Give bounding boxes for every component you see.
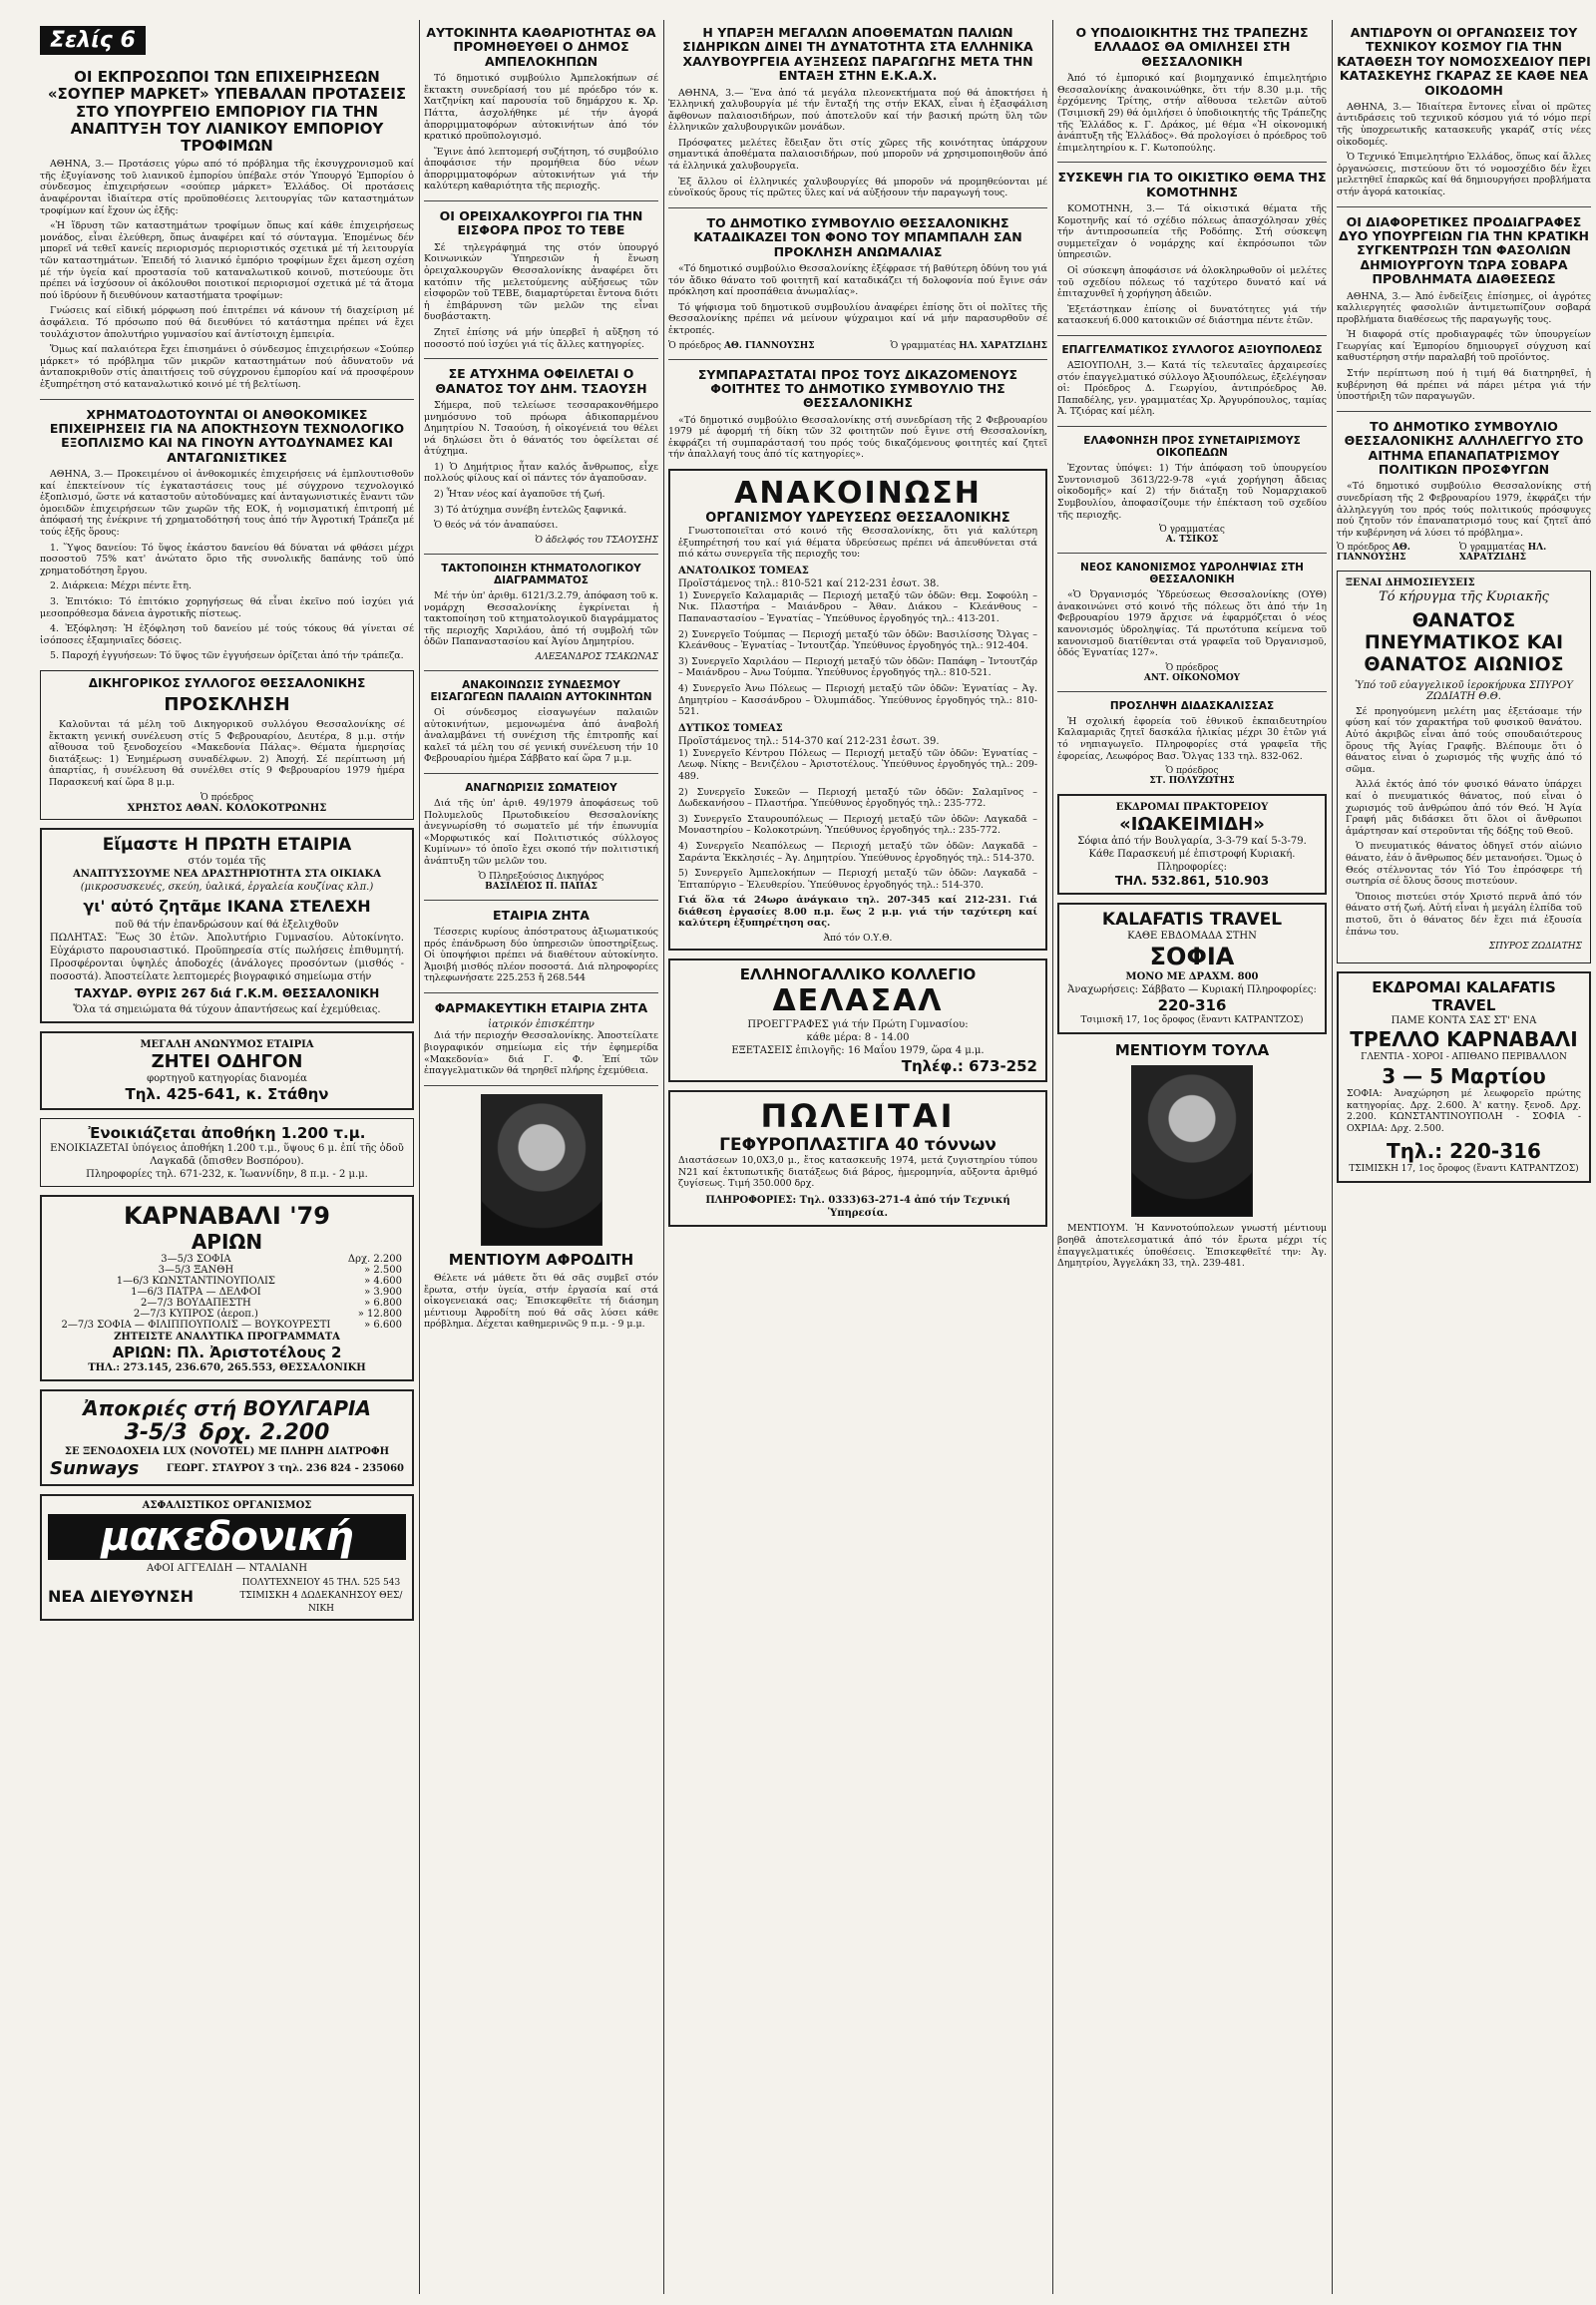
article-paragraph: Σέ προηγούμενη μελέτη μας ἐξετάσαμε τήν φύση καί τόν χαρακτήρα τοῦ φυσικοῦ θανάτου. Αὐτό ἀκριβῶς εἶναι ἀπό τούς σπουδαιότερους ὅρους τῆς Ἁγίας Γραφῆς. Βλέπουμε ὅτι ὁ θάνατος εἶναι ὁ χωρισμός τῆς ψυχῆς ἀπό τό σῶμα. xyxy=(1346,705,1582,775)
article-paragraph: Σήμερα, ποῦ τελείωσε τεσσαρακονθήμερο μνημόσυνο τοῦ πρόωρα ἀδικοπαρμένου Δημητρίου Ν. Τσαούση, ἡ οἰκογένειά του θέλει νά δηλώσει ὅτι ὁ θάνατός του ὀφείλεται σέ ἀτύχημα. xyxy=(424,399,658,458)
headline-brassworkers: ΟΙ ΟΡΕΙΧΑΛΚΟΥΡΓΟΙ ΓΙΑ ΤΗΝ ΕΙΣΦΟΡΑ ΠΡΟΣ ΤΟ ΤΕΒΕ xyxy=(439,208,643,238)
medium-portrait-photo xyxy=(1131,1065,1253,1217)
signature-name: ΑΝΤ. ΟΙΚΟΝΟΜΟΥ xyxy=(1143,672,1241,683)
section-phone: Προϊστάμενος τηλ.: 514-370 καί 212-231 ἐσωτ. 39. xyxy=(678,735,940,747)
article-paragraph: Διά τῆς ὑπ' ἀριθ. 49/1979 ἀποφάσεως τοῦ Πολυμελοῦς Πρωτοδικείου Θεσσαλονίκης ἀνεγνωρίσθη τό σωματεῖο μέ τήν ἐπωνυμία «Μορφωτικός καί Πολιτιστικός σύλλογος Κυμίνων» τό ὁποῖο ἔχει σκοπό τήν πολιτιστική ἀνάπτυξη τῶν μελῶν του. xyxy=(424,798,658,868)
headline-cadastral: ΤΑΚΤΟΠΟΙΗΣΗ ΚΤΗΜΑΤΟΛΟΓΙΚΟΥ ΔΙΑΓΡΑΜΜΑΤΟΣ xyxy=(441,562,641,586)
ad-address: ΤΑΧΥΔΡ. ΘΥΡΙΣ 267 διά Γ.Κ.Μ. ΘΕΣΣΑΛΟΝΙΚΗ xyxy=(74,985,380,1000)
article-paragraph: 4. Ἐξόφληση: Ἡ ἐξόφληση τοῦ δανείου μέ τούς τόκους θά γίνεται σέ ἰσόποσες ἑξαμηνιαῖες δόσεις. xyxy=(40,623,414,646)
signature: ΑΛΕΞΑΝΔΡΟΣ ΤΣΑΚΩΝΑΣ xyxy=(535,651,658,662)
ad-title: Ἐνοικιάζεται ἀποθήκη 1.200 τ.μ. xyxy=(88,1123,366,1142)
list-item: 3) Συνεργεῖο Χαριλάου — Περιοχή μεταξύ τῶν ὁδῶν: Παπάφη – Ἰντουτζάρ – Μαιάνδρου – Ἀνω Τούμπα. Ὑπεύθυνος ἐργοδηγός τηλ.: 810-521. xyxy=(678,655,1037,679)
headline-pharma-company: ΦΑΡΜΑΚΕΥΤΙΚΗ ΕΤΑΙΡΙΑ ΖΗΤΑ xyxy=(434,1000,648,1015)
article-paragraph: Ἡ σχολική ἐφορεία τοῦ ἐθνικοῦ ἐκπαιδευτηρίου Καλαμαριᾶς ζητεῖ δασκάλα ἡλικίας μέχρι 30 ἐτῶν γιά τό νηπιαγωγεῖο. Πληροφορίες στά γραφεῖα τῆς ἐφορείας, Λεωφόρος Βασ. Ὄλγας 133 τηλ. 832-062. xyxy=(1057,715,1327,762)
ad-subtitle: ΤΡΕΛΛΟ ΚΑΡΝΑΒΑΛΙ xyxy=(1350,1027,1578,1052)
ad-city: ΣΟΦΙΑ xyxy=(1149,943,1235,971)
list-item: 4) Συνεργεῖο Νεαπόλεως — Περιοχή μεταξύ τῶν ὁδῶν: Λαγκαδᾶ – Σαράντα Ἐκκλησιές – Ἀγ. Δημητρίου. Ὑπεύθυνος ἐργοδηγός τηλ.: 514-370. xyxy=(678,840,1037,864)
article-paragraph: Τό δημοτικό συμβούλιο Ἀμπελοκήπων σέ ἔκτακτη συνεδρίασή του μέ πρόεδρο τόν κ. Χατζηνίκη καί παρουσία τοῦ δημάρχου κ. Χρ. Πάττα, ἀσχολήθηκε μέ τήν ἀγορά ἀπορριμματοφόρων αὐτοκινήτων ἀπό τόν κρατικό προϋπολογισμό. xyxy=(424,73,658,143)
announcement-subtitle: ΟΡΓΑΝΙΣΜΟΥ ΥΔΡΕΥΣΕΩΣ ΘΕΣΣΑΛΟΝΙΚΗΣ xyxy=(705,511,1010,527)
headline-garage-bill: ΑΝΤΙΔΡΟΥΝ ΟΙ ΟΡΓΑΝΩΣΕΙΣ ΤΟΥ ΤΕΧΝΙΚΟΥ ΚΟΣΜΟΥ ΓΙΑ ΤΗΝ ΚΑΤΑΘΕΣΗ ΤΟΥ ΝΟΜΟΣΧΕΔΙΟΥ ΠΕΡΙ ΚΑΤΑΣΚΕΥΗΣ ΓΚΑΡΑΖ ΣΕ ΚΑΘΕ ΝΕΑ ΟΙΚΟΔΟΜΗ xyxy=(1337,25,1591,98)
ad-line: ποῦ θά τήν ἐπανδρώσουν καί θά ἐξελιχθοῦν xyxy=(115,919,339,931)
article-paragraph: ΑΞΙΟΥΠΟΛΗ, 3.— Κατά τίς τελευταῖες ἀρχαιρεσίες στόν ἐπαγγελματικό σύλλογο Ἀξιουπόλεως, ἐξελέγησαν οἱ: Πρόεδρος Δ. Γεωργίου, ἀντιπρόεδρος Ἀθ. Παπαδέλης, γεν. γραμματέας Χρ. Ἀργυρόπουλος, ταμίας Ἀ. Τζιόρας καί μέλη. xyxy=(1057,360,1327,418)
ad-phone: ΠΛΗΡΟΦΟΡΙΕΣ: Τηλ. 0333)63-271-4 ἀπό τήν Τεχνική Ὑπηρεσία. xyxy=(705,1194,1010,1219)
signature-name: ΑΘ. ΓΙΑΝΝΟΥΣΗΣ xyxy=(723,340,815,351)
ad-line: Ὅλα τά σημειώματα θά τύχουν ἀπαντήσεως καί ἐχεμύθειας. xyxy=(73,1003,381,1015)
ad-line: ΜΕΓΑΛΗ ΑΝΩΝΥΜΟΣ ΕΤΑΙΡΙΑ xyxy=(140,1038,314,1050)
article-paragraph: ΑΘΗΝΑ, 3.— Ἰδιαίτερα ἔντονες εἶναι οἱ πρῶτες ἀντιδράσεις τοῦ τεχνικοῦ κόσμου γιά τό νόμο περί τῆς ὑποχρεωτικῆς κατασκευῆς γκαράζ στίς νέες οἰκοδομές. xyxy=(1337,101,1591,148)
article-paragraph: Οἱ σύσκεψη ἀποφάσισε νά ὁλοκληρωθοῦν οἱ μελέτες τοῦ σχεδίου πόλεως τό ταχύτερο δυνατό καί νά ἐπιταχυνθεῖ ἡ χορήγηση ἀδειῶν. xyxy=(1057,265,1327,300)
medium-portrait-photo xyxy=(481,1094,602,1246)
article-paragraph: ΑΘΗΝΑ, 3.— Ἀπό ἐνδείξεις ἐπίσημες, οἱ ἀγρότες καλλιεργητές φασολιῶν ἀντιμετωπίζουν σοβαρά προβλήματα διαθέσεως τῆς παραγωγῆς τους. xyxy=(1337,290,1591,325)
sermon-article xyxy=(1337,571,1591,963)
signature-role: Ὁ πρόεδρος xyxy=(200,792,254,803)
water-authority-announcement xyxy=(668,469,1047,951)
delasal-college-ad xyxy=(668,959,1047,1082)
column-rule xyxy=(1332,20,1333,2294)
article-paragraph: 2. Διάρκεια: Μέχρι πέντε ἔτη. xyxy=(50,580,192,592)
section-phone: Προϊστάμενος τηλ.: 810-521 καί 212-231 ἐσωτ. 38. xyxy=(678,577,940,589)
column-5 xyxy=(1337,20,1591,1191)
signature-name: ΣΤ. ΠΟΛΥΖΩΤΗΣ xyxy=(1149,776,1235,787)
ad-line: στόν τομέα τῆς xyxy=(188,855,266,867)
law-association-notice xyxy=(40,670,414,820)
headline-spiritual-death: ΘΑΝΑΤΟΣ ΠΝΕΥΜΑΤΙΚΟΣ ΚΑΙ ΘΑΝΑΤΟΣ ΑΙΩΝΙΟΣ xyxy=(1364,609,1564,675)
page-label: Σελίς 6 xyxy=(40,26,146,55)
sunways-logo: Sunways xyxy=(50,1457,140,1479)
kalafatis-carnival-ad xyxy=(1337,971,1591,1182)
ad-line: κάθε μέρα: 8 - 14.00 xyxy=(806,1032,910,1044)
headline-bean-specifications: ΟΙ ΔΙΑΦΟΡΕΤΙΚΕΣ ΠΡΟΔΙΑΓΡΑΦΕΣ ΔΥΟ ΥΠΟΥΡΓΕΙΩΝ ΓΙΑ ΤΗΝ ΚΡΑΤΙΚΗ ΣΥΓΚΕΝΤΡΩΣΗ ΤΩΝ ΦΑΣΟΛΙΩΝ ΔΗΜΙΟΥΡΓΟΥΝ ΤΩΡΑ ΣΟΒΑΡΑ ΠΡΟΒΛΗΜΑΤΑ ΔΙΑΘΕΣΕΩΣ xyxy=(1339,213,1589,287)
ad-line: ΕΝΟΙΚΙΑΖΕΤΑΙ ὑπόγειος ἀποθήκη 1.200 τ.μ., ὕψους 6 μ. ἐπί τῆς ὁδοῦ Λαγκαδᾶ (ὄπισθεν Βοσπόρου). xyxy=(50,1142,404,1167)
weighbridge-sale-ad xyxy=(668,1090,1047,1227)
ad-line: ΖΗΤΕΙΣΤΕ ΑΝΑΛΥΤΙΚΑ ΠΡΟΓΡΑΜΜΑΤΑ xyxy=(114,1331,340,1343)
ad-name: ΔΕΛΑΣΑΛ xyxy=(772,983,944,1019)
notice-body: Καλοῦνται τά μέλη τοῦ Δικηγορικοῦ συλλόγου Θεσσαλονίκης σέ ἔκτακτη γενική συνέλευση στίς 5 Φεβρουαρίου, Δευτέρα, 8 μ.μ. στήν αἴθουσα τοῦ ξενοδοχείου «Μακεδονία Πάλας». Θέματα ἡμερησίας διατάξεως: 1) Ἐνημέρωση συναδέλφων. 2) Ἀποχή. Σέ περίπτωση μή ἀπαρτίας, ἡ συνέλευση θά συνέλθει στίς 9 Φεβρουαρίου 1979 ἡμέρα Παρασκευή καί ὥρα 8 μ.μ. xyxy=(49,718,405,788)
signature: ΣΠΥΡΟΣ ΖΩΔΙΑΤΗΣ xyxy=(1488,942,1582,953)
signature-role: Ὁ πρόεδρος xyxy=(1337,543,1391,554)
article-paragraph: Ἀπό τό ἐμπορικό καί βιομηχανικό ἐπιμελητήριο Θεσσαλονίκης ἀνακοινώθηκε, ὅτι τήν 8.30 μ.μ. τῆς ἐρχόμενης Τρίτης, στήν αἴθουσα τελετῶν αὐτοῦ (Τσιμισκῆ 29) θά ὁμιλήσει ὁ ὑποδιοικητής τῆς Τράπεζης τῆς Ἑλλάδος κ. Γ. Δράκος, μέ θέμα «Ἡ οἰκονομική ἀνάπτυξη τῆς Ἑλλάδος». Θά προλογίσει ὁ πρόεδρος τοῦ ἐπιμελητηρίου κ. Γ. Κωτοπούλης. xyxy=(1057,73,1327,154)
ad-line: ΠΑΜΕ ΚΟΝΤΑ ΣΑΣ ΣΤ' ΕΝΑ xyxy=(1391,1015,1537,1027)
section-heading: ΔΥΤΙΚΟΣ ΤΟΜΕΑΣ xyxy=(678,722,783,734)
list-item: 4) Συνεργεῖο Ἀνω Πόλεως — Περιοχή μεταξύ τῶν ὁδῶν: Ἐγνατίας – Ἀγ. Δημητρίου – Κασσάνδρου – Ὀλυμπιάδος. Ὑπεύθυνος ἐργοδηγός τηλ.: 810-521. xyxy=(678,682,1037,718)
ad-line: ΚΑΘΕ ΕΒΔΟΜΑΔΑ ΣΤΗΝ xyxy=(1127,931,1257,943)
ad-date: 3-5/3 xyxy=(124,1419,188,1445)
ad-subtitle: ἰατρικόν ἐπισκέπτην xyxy=(488,1019,595,1031)
ad-line: (μικροσυσκευές, σκεύη, ὑαλικά, ἐργαλεία κουζίνας κλπ.) xyxy=(80,881,374,893)
signature-name: ΗΛ. ΧΑΡΑΤΖΙΔΗΣ xyxy=(959,340,1047,351)
headline-association-recognition: ΑΝΑΓΝΩΡΙΣΙΣ ΣΩΜΑΤΕΙΟΥ xyxy=(465,782,617,795)
kalafatis-sofia-ad xyxy=(1057,903,1327,1034)
section-heading: ΑΝΑΤΟΛΙΚΟΣ ΤΟΜΕΑΣ xyxy=(678,565,809,576)
ad-line: Σόφια ἀπό τήν Βουλγαρία, 3-3-79 καί 5-3-79. Κάθε Παρασκευή μέ ἐπιστροφή Κυριακή. Πληροφορίες: xyxy=(1077,836,1307,874)
article-paragraph: Ὅμως καί παλαιότερα ἔχει ἐπισημάνει ὁ σύνδεσμος ἐπιχειρήσεων «Σούπερ μάρκετ» τό πρόβλημα τῶν μικρῶν καταστημάτων πού ἀδυνατοῦν νά ἀνταποκριθοῦν στίς ἀπαιτήσεις τοῦ σύγχρονου ἐμπορίου καί νά προσφέρουν ἐξυπηρέτηση στό καταναλωτικό κοινό μέ τή βελτίωση. xyxy=(40,344,414,390)
ad-phone: ΤΗΛ. 532.861, 510.903 xyxy=(1114,874,1270,889)
ad-line: ΠΡΟΕΓΓΡΑΦΕΣ γιά τήν Πρώτη Γυμνασίου: xyxy=(747,1019,969,1031)
signature-role: Ὁ γραμματέας xyxy=(1159,525,1225,536)
headline-refugee-repatriation: ΤΟ ΔΗΜΟΤΙΚΟ ΣΥΜΒΟΥΛΙΟ ΘΕΣΣΑΛΟΝΙΚΗΣ ΑΛΛΗΛΕΓΓΥΟ ΣΤΟ ΑΙΤΗΜΑ ΕΠΑΝΑΠΑΤΡΙΣΜΟΥ ΠΟΛΙΤΙΚΩΝ ΠΡΟΣΦΥΓΩΝ xyxy=(1344,418,1584,477)
makedoniki-insurance-ad xyxy=(40,1494,414,1621)
article-paragraph: Ἐξετάστηκαν ἐπίσης οἱ δυνατότητες γιά τήν κατασκευή 6.000 κατοικιῶν σέ διάστημα πέντε ἐτῶν. xyxy=(1057,303,1327,327)
article-paragraph: Πρόσφατες μελέτες ἔδειξαν ὅτι στίς χῶρες τῆς κοινότητας ὑπάρχουν σημαντικά ἀποθέματα παλαιοσιδήρων, πού μποροῦν νά χρησιμοποιηθοῦν ἀπό τά ἑλληνικά χαλυβουργεῖα. xyxy=(668,137,1047,173)
driver-wanted-ad xyxy=(40,1031,414,1110)
ad-title: Εἴμαστε Η ΠΡΩΤΗ ΕΤΑΙΡΙΑ xyxy=(102,834,352,855)
article-paragraph: ΑΘΗΝΑ, 3.— Προκειμένου οἱ ἀνθοκομικές ἐπιχειρήσεις νά ἐμπλουτισθοῦν καί ἐπεκτείνουν τίς ἐγκαταστάσεις τους μέ σύγχρονο τεχνολογικό ἐξοπλισμό, ὥστε νά καταστοῦν αὐτοδύναμες καί ἀνταγωνιστικές ἔναντι τῶν ὁμοειδῶν ἐπιχειρήσεων τῶν χωρῶν τῆς ΕΟΚ, ἡ νομισματική ἐπιτροπή μέ ἀπόφασή της ἐνέκρινε τή χρηματοδότησή τους ἀπό τήν Ἀγροτική Τράπεζα μέ τούς ἑξῆς ὅρους: xyxy=(40,469,414,538)
list-item: 1) Συνεργεῖο Καλαμαριᾶς — Περιοχή μεταξύ τῶν ὁδῶν: Θεμ. Σοφούλη – Νικ. Πλαστήρα – Μαιάνδρου – Ἀθαν. Διάκου – Κλεάνθους – Παπαναστασίου – Ἐγνατίας – Ὑπεύθυνος ἐργοδηγός τηλ.: 413-201. xyxy=(678,589,1037,624)
ad-line: γι' αὐτό ζητᾶμε ΙΚΑΝΑ ΣΤΕΛΕΧΗ xyxy=(83,896,371,916)
column-4 xyxy=(1057,20,1327,1274)
ad-title: KALAFATIS TRAVEL xyxy=(1101,910,1283,931)
headline-council-condemns: ΤΟ ΔΗΜΟΤΙΚΟ ΣΥΜΒΟΥΛΙΟ ΘΕΣΣΑΛΟΝΙΚΗΣ ΚΑΤΑΔΙΚΑΖΕΙ ΤΟΝ ΦΟΝΟ ΤΟΥ ΜΠΑΜΠΑΛΗ ΣΑΝ ΠΡΟΚΛΗΣΗ ΑΝΩΜΑΛΙΑΣ xyxy=(693,214,1022,259)
trips-table xyxy=(50,1254,404,1331)
ad-body: Διαστάσεων 10,0X3,0 μ., ἔτος κατασκευῆς 1974, μετά ζυγιστηρίου τύπου Ν21 καί ἐκτυπωτικῆς διατάξεως διά βάρος, ἡμερομηνία, αὔξοντα ἀριθμό ζυγίσεως. Τιμή 350.000 δρχ. xyxy=(678,1155,1037,1190)
article-paragraph: Τέσσερις κυρίους ἀπόστρατους ἀξιωματικούς πρός ἐπάνδρωση δύο ὑπηρεσιῶν ὑποστηρίξεως. Οἱ ὑποψήφιοι πρέπει νά διαθέτουν αὐτοκίνητο. Ἀμοιβή μισθός πλέον ποσοστά. Διά πληροφορίες τηλεφωνήσατε 225.253 ἤ 268.544 xyxy=(424,927,658,984)
ad-line: ΕΚΔΡΟΜΑΙ ΠΡΑΚΤΟΡΕΙΟΥ xyxy=(1115,802,1269,814)
notice-subtitle: ΠΡΟΣΚΛΗΣΗ xyxy=(164,693,290,715)
headline-scrap-iron: Η ΥΠΑΡΞΗ ΜΕΓΑΛΩΝ ΑΠΟΘΕΜΑΤΩΝ ΠΑΛΙΩΝ ΣΙΔΗΡΙΚΩΝ ΔΙΝΕΙ ΤΗ ΔΥΝΑΤΟΤΗΤΑ ΣΤΑ ΕΛΛΗΝΙΚΑ ΧΑΛΥΒΟΥΡΓΕΙΑ ΑΥΞΗΣΕΩΣ ΠΑΡΑΓΩΓΗΣ ΜΕΤΑ ΤΗΝ ΕΝΤΑΞΗ ΣΤΗΝ Ε.Κ.Α.Χ. xyxy=(682,25,1033,84)
article-paragraph: Τό ψήφισμα τοῦ δημοτικοῦ συμβουλίου ἀναφέρει ἐπίσης ὅτι οἱ πολῖτες τῆς Θεσσαλονίκης πρέπει νά μείνουν ψύχραιμοι καί νά μήν παρασυρθοῦν σέ ἐκτροπές. xyxy=(668,301,1047,336)
ioakeimidi-travel-ad xyxy=(1057,794,1327,895)
article-paragraph: «Τό δημοτικό συμβούλιο Θεσσαλονίκης στή συνεδρίαση τῆς 2 Φεβρουαρίου 1979 μέ ἀφορμή τή δίκη τῶν 32 φοιτητῶν πού ἔγινε στή Θεσσαλονίκη, ἐκφράζει τή συμπαράστασή του πρός τούς δικαζόμενους φοιτητές καί ζητεῖ τήν ἀπαλλαγή τους ἀπό τίς κατηγορίες». xyxy=(668,414,1047,461)
article-paragraph: Ὁ πνευματικός θάνατος ὁδηγεῖ στόν αἰώνιο θάνατο, ἐάν ὁ ἄνθρωπος δέν μετανοήσει. Ὅμως ὁ Θεός στέλνοντας τόν Υἱό Του ἐπρόσφερε τή σωτηρία σέ ὅλους ὅσους πιστεύουν. xyxy=(1346,841,1582,888)
ad-title: «ΙΩΑΚΕΙΜΙΔΗ» xyxy=(1119,814,1265,836)
signature-role: Ὁ γραμματέας xyxy=(1458,543,1525,554)
ad-address: Τσιμισκῆ 17, 1ος ὄροφος (ἔναντι ΚΑΤΡΑΝΤΖΟΣ) xyxy=(1080,1015,1304,1026)
ad-phone: Τηλέφ.: 673-252 xyxy=(901,1057,1037,1076)
ad-line: ΕΞΕΤΑΣΕΙΣ ἐπιλογῆς: 16 Μαΐου 1979, ὥρα 4 μ.μ. xyxy=(731,1045,985,1057)
signature-name: ΑΘ. ΓΙΑΝΝΟΥΣΗΣ xyxy=(1337,543,1410,564)
ad-line: ΑΦΟΙ ΑΓΓΕΛΙΔΗ — ΝΤΑΛΙΑΝΗ xyxy=(146,1562,308,1574)
headline-council-students: ΣΥΜΠΑΡΑΣΤΑΤΑΙ ΠΡΟΣ ΤΟΥΣ ΔΙΚΑΖΟΜΕΝΟΥΣ ΦΟΙΤΗΤΕΣ ΤΟ ΔΗΜΟΤΙΚΟ ΣΥΜΒΟΥΛΙΟ ΤΗΣ ΘΕΣΣΑΛΟΝΙΚΗΣ xyxy=(697,366,1018,411)
table-row: 2—7/3 ΚΥΠΡΟΣ (ἀεροπ.) » 12.800 xyxy=(133,1308,402,1320)
list-item: 2) Συνεργεῖο Τούμπας — Περιοχή μεταξύ τῶν ὁδῶν: Βασιλίσσης Ὄλγας – Κλεάνθους – Ἐγνατίας – Ἰντουτζάρ. Ὑπεύθυνος ἐργοδηγός τηλ.: 912-404. xyxy=(678,628,1037,652)
list-item: 5) Συνεργεῖο Ἀμπελοκήπων — Περιοχή μεταξύ τῶν ὁδῶν: Λαγκαδᾶ – Ἐπταπύργιο – Ἐλευθερίου. Ὑπεύθυνος ἐργοδηγός τηλ.: 514-370. xyxy=(678,868,1037,891)
column-rule xyxy=(663,20,664,2294)
ad-line: ΓΛΕΝΤΙΑ - ΧΟΡΟΙ - ΑΠΙΘΑΝΟ ΠΕΡΙΒΑΛΛΟΝ xyxy=(1361,1052,1567,1063)
warehouse-rent-ad xyxy=(40,1118,414,1187)
signature-role: Ὁ πρόεδρος xyxy=(1165,662,1219,673)
announcement-note: Γιά ὅλα τά 24ωρο ἀνάγκαιο τηλ. 207-345 καί 212-231. Γιά διάθεση ἐργασίες 8.00 π.μ. ἕως 2 μ.μ. γιά τήν ταχύτερη καί καλύτερη ἐξυπηρέτηση σας. xyxy=(678,895,1037,930)
ad-address: ΑΡΙΩΝ: Πλ. Ἀριστοτέλους 2 xyxy=(112,1343,342,1361)
ad-title: ΠΩΛΕΙΤΑΙ xyxy=(760,1097,956,1136)
ad-phone: Τηλ.: 220-316 xyxy=(1387,1138,1541,1163)
ad-line: ΣΕ ΞΕΝΟΔΟΧΕΙΑ LUX (NOVOTEL) ΜΕ ΠΛΗΡΗ ΔΙΑΤΡΟΦΗ xyxy=(64,1445,390,1457)
article-paragraph: Ζητεῖ ἐπίσης νά μήν ὑπερβεῖ ἡ αὔξηση τό ποσοστό πού ἰσχύει γιά τίς ἄλλες κατηγορίες. xyxy=(424,326,658,350)
headline-tsaousis-death: ΣΕ ΑΤΥΧΗΜΑ ΟΦΕΙΛΕΤΑΙ Ο ΘΑΝΑΤΟΣ ΤΟΥ ΔΗΜ. ΤΣΑΟΥΣΗ xyxy=(435,366,647,396)
makedoniki-logo: μακεδονική xyxy=(48,1514,406,1560)
signature: Ἀπό τόν Ο.Υ.Θ. xyxy=(823,934,893,945)
article-paragraph: Ἡ διαφορά στίς προδιαγραφές τῶν ὑπουργείων Γεωργίας καί Ἐμπορίου δημιουργεῖ σύγχυση καί καθυστέρηση στήν παραλαβή τοῦ προϊόντος. xyxy=(1337,329,1591,364)
column-1 xyxy=(40,20,414,1629)
headline-medium-toula: ΜΕΝΤΙΟΥΜ ΤΟΥΛΑ xyxy=(1114,1041,1270,1060)
article-paragraph: Σέ τηλεγράφημά της στόν ὑπουργό Κοινωνικών Ὑπηρεσιῶν ἡ ἕνωση ὀρειχαλκουργῶν Θεσσαλονίκης ἀναφέρει ὅτι κατόπιν τῆς μελετούμενης αὐξήσεως τῶν εἰσφορῶν τοῦ ΤΕΒΕ, διαμαρτύρεται ἔντονα διότι ἡ ἐπιβάρυνση τῶν μελῶν της εἶναι δυσβάστακτη. xyxy=(424,241,658,323)
article-paragraph: Ὁ θεός νά τόν ἀναπαύσει. xyxy=(434,520,559,532)
table-row: 1—6/3 ΠΑΤΡΑ — ΔΕΛΦΟΙ » 3.900 xyxy=(131,1286,402,1298)
signature-role: Ὁ πρόεδρος xyxy=(1165,766,1219,777)
signature-role: Ὁ πρόεδρος xyxy=(668,340,722,351)
ad-line: ΠΩΛΗΤΑΣ: Ἕως 30 ἐτῶν. Ἀπολυτήριο Γυμνασίου. Αὐτοκίνητο. Εὐχάριστο παρουσιαστικό. Προϋπηρεσία στίς πωλήσεις ἐπιθυμητή. Προσφέρονται ὑψηλές ἀποδοχές (ἀνάλογες προσόντων (μισθός - ποσοστά). Ἀποστείλατε λεπτομερές βιογραφικό σημείωμα στήν xyxy=(50,932,404,982)
bulgaria-carnival-ad xyxy=(40,1389,414,1486)
article-paragraph: 3) Τό ἀτύχημα συνέβη ἐντελῶς ξαφνικά. xyxy=(434,504,627,516)
announcement-intro: Γνωστοποιεῖται στό κοινό τῆς Θεσσαλονίκης, ὅτι γιά καλύτερη ἐξυπηρέτησή του καί γιά θέματα ὑδρεύσεως πρέπει νά ἀπευθύνεται στά πιό κάτω συνεργεῖα τῆς περιοχῆς του: xyxy=(678,526,1037,561)
article-paragraph: Μέ τήν ὑπ' ἀριθμ. 6121/3.2.79, ἀπόφαση τοῦ κ. νομάρχη Θεσσαλονίκης ἐγκρίνεται ἡ τακτοποίηση τοῦ κτηματολογικοῦ διαγράμματος τῆς περιοχῆς Χαριλάου, ἀπό τή συμβολή τῶν ὁδῶν Παπαναστασίου καί Ἀγίου Δημητρίου. xyxy=(424,589,658,648)
ad-price: ΜΟΝΟ ΜΕ ΔΡΑΧΜ. 800 xyxy=(1125,971,1259,983)
article-paragraph: Οἱ σύνδεσμος εἰσαγωγέων παλαιῶν αὐτοκινήτων, μεμονωμένα ἀπό ἀναβολή ἀναλαμβάνει τή συνέχιση τῆς ἐπιτροπῆς καί καλεῖ τά μέλη του σέ γενική συνέλευση τήν 10 Φεβρουαρίου ἡμέρα Σάββατο καί ὥρα 7 μ.μ. xyxy=(424,707,658,765)
ad-title: ΚΑΡΝΑΒΑΛΙ '79 xyxy=(124,1201,330,1230)
ad-line: ΝΕΑ ΔΙΕΥΘΥΝΣΗ xyxy=(48,1586,195,1606)
headline-komotini: ΣΥΣΚΕΨΗ ΓΙΑ ΤΟ ΟΙΚΙΣΤΙΚΟ ΘΕΜΑ ΤΗΣ ΚΟΜΟΤΗΝΗΣ xyxy=(1057,170,1327,199)
article-paragraph: Ἔγινε ἀπό λεπτομερή συζήτηση, τό συμβούλιο ἀποφάσισε τήν προμήθεια δύο νέων ἀπορριμματοφόρων αὐτοκινήτων γιά τήν καλύτερη καθαριότητα τῆς περιοχῆς. xyxy=(424,146,658,192)
list-item: 3) Συνεργεῖο Σταυρουπόλεως — Περιοχή μεταξύ τῶν ὁδῶν: Λαγκαδᾶ – Μοναστηρίου – Κολοκοτρώνη. Ὑπεύθυνος ἐργοδηγός τηλ.: 235-772. xyxy=(678,813,1037,837)
ad-address: ΠΟΛΥΤΕΧΝΕΙΟΥ 45 ΤΗΛ. 525 543 ΤΣΙΜΙΣΚΗ 4 ΔΩΔΕΚΑΝΗΣΟΥ ΘΕΣ/ΝΙΚΗ xyxy=(239,1577,403,1614)
headline-teacher-hiring: ΠΡΟΣΛΗΨΗ ΔΙΔΑΣΚΑΛΙΣΣΑΣ xyxy=(1109,699,1275,712)
ad-price: δρχ. 2.200 xyxy=(199,1419,330,1445)
article-paragraph: 5. Παροχή ἐγγυήσεων: Τό ὕψος τῶν ἐγγυήσεων ὁρίζεται ἀπό τήν τράπεζα. xyxy=(50,650,404,662)
signature-name: ΗΛ. ΧΑΡΑΤΖΙΔΗΣ xyxy=(1458,543,1547,564)
article-paragraph: ΜΕΝΤΙΟΥΜ. Ἡ Καννοτούπολεων γνωστή μέντιουμ βοηθᾶ ἀποτελεσματικά ἀπό τόν ἔρωτα μέχρι τίς ἐπαγγελματικές ὑποθέσεις. Ἐπισκεφθεῖτέ την: Ἀγ. Δημητρίου, Ἀγγελάκη 33, τηλ. 239-481. xyxy=(1057,1223,1327,1270)
ad-line: φορτηγοῦ κατηγορίας διανομέα xyxy=(147,1072,307,1084)
column-rule xyxy=(1052,20,1053,2294)
list-item: 2) Συνεργεῖο Συκεῶν — Περιοχή μεταξύ τῶν ὁδῶν: Σαλαμῖνος – Δωδεκανήσου – Πλαστήρα. Ὑπεύθυνος ἐργοδηγός τηλ.: 235-772. xyxy=(678,786,1037,810)
signature-name: ΧΡΗΣΤΟΣ ΑΘΑΝ. ΚΟΛΟΚΟΤΡΩΝΗΣ xyxy=(127,802,327,814)
headline-ampelokipoi-vehicles: ΑΥΤΟΚΙΝΗΤΑ ΚΑΘΑΡΙΟΤΗΤΑΣ ΘΑ ΠΡΟΜΗΘΕΥΘΕΙ Ο ΔΗΜΟΣ ΑΜΠΕΛΟΚΗΠΩΝ xyxy=(426,25,656,69)
announcement-title: ΑΝΑΚΟΙΝΩΣΗ xyxy=(734,476,982,512)
headline-water-regulation: ΝΕΟΣ ΚΑΝΟΝΙΣΜΟΣ ΥΔΡΟΛΗΨΙΑΣ ΣΤΗ ΘΕΣΣΑΛΟΝΙΚΗ xyxy=(1080,562,1304,586)
article-paragraph: 3. Ἐπιτόκιο: Τό ἐπιτόκιο χορηγήσεως θά εἶναι ἐκεῖνο πού ἰσχύει γιά μεσοπρόθεσμα δάνεια ἀγροτικῆς πίστεως. xyxy=(40,595,414,619)
headline-car-importers: ΑΝΑΚΟΙΝΩΣΙΣ ΣΥΝΔΕΣΜΟΥ ΕΙΣΑΓΩΓΕΩΝ ΠΑΛΑΙΩΝ ΑΥΤΟΚΙΝΗΤΩΝ xyxy=(430,678,652,703)
headline-bank-governor: Ο ΥΠΟΔΙΟΙΚΗΤΗΣ ΤΗΣ ΤΡΑΠΕΖΗΣ ΕΛΛΑΔΟΣ ΘΑ ΟΜΙΛΗΣΕΙ ΣΤΗ ΘΕΣΣΑΛΟΝΙΚΗ xyxy=(1075,25,1309,69)
notice-title: ΔΙΚΗΓΟΡΙΚΟΣ ΣΥΛΛΟΓΟΣ ΘΕΣΣΑΛΟΝΙΚΗΣ xyxy=(88,675,366,690)
signature: Ὁ ἀδελφός του ΤΣΑΟΥΣΗΣ xyxy=(535,535,658,546)
ad-title: ΕΛΛΗΝΟΓΑΛΛΙΚΟ ΚΟΛΛΕΓΙΟ xyxy=(739,965,977,984)
article-paragraph: 2) Ἦταν νέος καί ἀγαποῦσε τή ζωή. xyxy=(434,489,605,501)
article-paragraph: Γνώσεις καί εἰδική μόρφωση πού ἐπιτρέπει νά κάνουν τή διαχείριση μέ ἀσφάλεια. Τό πρόσωπο πού θά διευθύνει τό κατάστημα πρέπει νά ἔχει τουλάχιστον ἀπολυτήριο γυμνασίου καί ἀντίστοιχη ἐμπειρία. xyxy=(40,305,414,340)
table-row: 3—5/3 ΞΑΝΘΗ » 2.500 xyxy=(158,1264,402,1276)
ad-line: Πληροφορίες τηλ. 671-232, κ. Ἰωαννίδην, 8 π.μ. - 2 μ.μ. xyxy=(86,1168,368,1180)
article-kicker: Τό κήρυγμα τῆς Κυριακῆς xyxy=(1379,589,1549,605)
section-label: ΞΕΝΑΙ ΔΗΜΟΣΙΕΥΣΕΙΣ xyxy=(1346,577,1475,589)
article-paragraph: ΑΘΗΝΑ, 3.— Προτάσεις γύρω από τό πρόβλημα τῆς ἐκσυγχρονισμοῦ καί τῆς ἐξυγίανσης τοῦ λιανικοῦ ἐμπορίου ὑπέβαλε στόν Ὑπουργό Ἐμπορίου ὁ σύνδεσμος ἐπιχειρήσεων «σούπερ μάρκετ» Ἑλλάδος. Οἱ προτάσεις ἀναφέρονται ἰδιαίτερα στίς προϋποθέσεις λειτουργίας τῶν καταστημάτων τροφίμων καί ἔχουν ὡς ἑξῆς: xyxy=(40,159,414,216)
signature-role: Ὁ γραμματέας xyxy=(890,340,957,351)
article-paragraph: Στήν περίπτωση πού ἡ τιμή θά διατηρηθεῖ, ἡ κυβέρνηση θά πρέπει νά πάρει μέτρα γιά τήν ὑποστήριξη τῶν παραγωγῶν. xyxy=(1337,368,1591,403)
ad-date: 3 — 5 Μαρτίου xyxy=(1382,1064,1546,1089)
headline-axioupoli-association: ΕΠΑΓΓΕΛΜΑΤΙΚΟΣ ΣΥΛΛΟΓΟΣ ΑΞΙΟΥΠΟΛΕΩΣ xyxy=(1061,343,1323,356)
article-paragraph: «Ὁ Ὀργανισμός Ὑδρεύσεως Θεσσαλονίκης (ΟΥΘ) ἀνακοινώνει στό κοινό τῆς πόλεως ὅτι ἀπό τήν 1η Φεβρουαρίου 1979 ἄρχισε νά ἐφαρμόζεται ὁ νέος κανονισμός ὑδροληψίας. Τά πρωτότυπα κείμενα τοῦ κανονισμοῦ διατίθενται στά γραφεῖα τοῦ Ὀργανισμοῦ, ὁδός Ἐγνατίας 127». xyxy=(1057,589,1327,659)
article-paragraph: Διά τήν περιοχήν Θεσσαλονίκης. Ἀποστείλατε βιογραφικόν σημείωμα εἰς τήν ἐφημερίδα «Μακεδονία» διά Γ. Φ. Ἐπί τῶν ἐπαγγελματικῶν θά τηρηθεῖ πλήρης ἐχεμύθεια. xyxy=(424,1030,658,1077)
article-paragraph: Ὅποιος πιστεύει στόν Χριστό περνᾶ ἀπό τόν θάνατο στή ζωή. Αὐτή εἶναι ἡ μεγάλη ἐλπίδα τοῦ πιστοῦ, ὅτι ὁ θάνατος δέν ἔχει πιά ἐξουσία ἐπάνω του. xyxy=(1346,891,1582,938)
ad-title: ΕΚΔΡΟΜΑΙ KALAFATIS TRAVEL xyxy=(1372,978,1556,1015)
ad-line: ΑΝΑΠΤΥΣΣΟΥΜΕ ΝΕΑ ΔΡΑΣΤΗΡΙΟΤΗΤΑ ΣΤΑ ΟΙΚΙΑΚΑ xyxy=(72,868,382,880)
ad-address: ΤΣΙΜΙΣΚΗ 17, 1ος ὄροφος (ἔναντι ΚΑΤΡΑΝΤΖΟΣ) xyxy=(1349,1163,1579,1174)
article-paragraph: ΚΟΜΟΤΗΝΗ, 3.— Τά οἰκιστικά θέματα τῆς Κομοτηνῆς καί τό σχέδιο πόλεως ἀπασχόλησαν χθές τήν ἀντιπροσωπεία τῆς Ροδόπης. Στή σύσκεψη συμμετεῖχαν ὁ νομάρχης καί ἐκπρόσωποι τῶν ὑπηρεσιῶν. xyxy=(1057,203,1327,261)
headline-medium-afroditi: ΜΕΝΤΙΟΥΜ ΑΦΡΟΔΙΤΗ xyxy=(448,1250,634,1269)
headline-supermarket: ΟΙ ΕΚΠΡΟΣΩΠΟΙ ΤΩΝ ΕΠΙΧΕΙΡΗΣΕΩΝ «ΣΟΥΠΕΡ ΜΑΡΚΕΤ» ΥΠΕΒΑΛΑΝ ΠΡΟΤΑΣΕΙΣ ΣΤΟ ΥΠΟΥΡΓΕΙΟ ΕΜΠΟΡΙΟΥ ΓΙΑ ΤΗΝ ΑΝΑΠΤΥΞΗ ΤΟΥ ΛΙΑΝΙΚΟΥ ΕΜΠΟΡΙΟΥ ΤΡΟΦΙΜΩΝ xyxy=(47,68,407,155)
ad-phone: ΤΗΛ.: 273.145, 236.670, 265.553, ΘΕΣΣΑΛΟΝΙΚΗ xyxy=(88,1361,366,1373)
ad-address: ΓΕΩΡΓ. ΣΤΑΥΡΟΥ 3 τηλ. 236 824 - 235060 xyxy=(167,1462,404,1474)
article-paragraph: 1) Ὁ Δημήτριος ἦταν καλός ἄνθρωπος, εἶχε πολλούς φίλους καί οἱ πάντες τόν ἀγαποῦσαν. xyxy=(424,461,658,485)
table-row: 1—6/3 ΚΩΝΣΤΑΝΤΙΝΟΥΠΟΛΙΣ » 4.600 xyxy=(116,1275,402,1287)
company-recruitment-ad xyxy=(40,828,414,1023)
article-paragraph: Ἐχοντας ὑπόψει: 1) Τήν ἀπόφαση τοῦ ὑπουργείου Συντονισμοῦ 3613/22-9-78 «γιά χορήγηση ἄδειας οἰκοδομῆς» καί 2) τήν διάταξη τοῦ Νομαρχιακοῦ Συμβουλίου, ἀποφασίζουμε τήν ἐπέκταση τοῦ σχεδίου τῆς περιοχῆς. xyxy=(1057,463,1327,521)
signature-name: ΒΑΣΙΛΕΙΟΣ Π. ΠΑΠΑΣ xyxy=(485,881,598,892)
ad-phone: Τηλ. 425-641, κ. Στάθην xyxy=(125,1084,329,1103)
arion-carnival-ad xyxy=(40,1195,414,1381)
article-paragraph: 1. Ὕψος δανείου: Τό ὕψος ἐκάστου δανείου θά δύναται νά φθάσει μέχρι ποσοστοῦ 75% κατ' ἀνώτατο ὅριο τῆς συνολικῆς δαπάνης τοῦ ὑπό χρηματοδότηση ἔργου. xyxy=(40,542,414,576)
headline-plot-cooperatives: ΕΛΑΦΟΝΗΣΗ ΠΡΟΣ ΣΥΝΕΤΑΙΡΙΣΜΟΥΣ ΟΙΚΟΠΕΔΩΝ xyxy=(1083,435,1301,460)
article-paragraph: ΑΘΗΝΑ, 3.— Ἕνα ἀπό τά μεγάλα πλεονεκτήματα πού θά ἀποκτήσει ἡ Ἑλληνική χαλυβουργία μέ τήν ἔνταξή της στήν ΕΚΑΧ, εἶναι ἡ ἐξασφάλιση ἄφθονων παλαιοσιδήρων, πού ἀποτελοῦν καί τήν βασική πρώτη ὕλη τῶν ἑλληνικῶν χαλυβουργικῶν μονάδων. xyxy=(668,87,1047,134)
table-row: 2—7/3 ΒΟΥΔΑΠΕΣΤΗ » 6.800 xyxy=(141,1297,402,1309)
article-paragraph: Ἀλλά ἐκτός ἀπό τόν φυσικό θάνατο ὑπάρχει καί ὁ πνευματικός θάνατος, πού εἶναι ὁ χωρισμός τοῦ ἀνθρώπου ἀπό τόν Θεό. Ἡ Ἁγία Γραφή μᾶς διδάσκει ὅτι ὅλοι οἱ ἄνθρωποι ἁμάρτησαν καί στεροῦνται τῆς δόξης τοῦ Θεοῦ. xyxy=(1346,779,1582,837)
ad-line: ΑΣΦΑΛΙΣΤΙΚΟΣ ΟΡΓΑΝΙΣΜΟΣ xyxy=(142,1499,312,1511)
headline-company-seeks: ΕΤΑΙΡΙΑ ΖΗΤΑ xyxy=(493,907,590,923)
ad-subtitle: ΓΕΦΥΡΟΠΛΑΣΤΙΓΑ 40 τόννων xyxy=(719,1135,997,1156)
column-3 xyxy=(668,20,1047,1235)
ad-body: ΣΟΦΙΑ: Ἀναχώρηση μέ λεωφορεῖο πρώτης κατηγορίας. Δρχ. 2.600. Ἀ' κατηγ. ξενοδ. Δρχ. 2.200. ΚΩΝΣΤΑΝΤΙΝΟΥΠΟΛΗ - ΣΟΦΙΑ - ΟΧΡΙΔΑ: Δρχ. 2.500. xyxy=(1347,1088,1581,1134)
article-author: Ὑπό τοῦ εὐαγγελικοῦ ἱεροκήρυκα ΣΠΥΡΟΥ ΖΩΔΙΑΤΗ Θ.Θ. xyxy=(1355,679,1573,702)
column-rule xyxy=(419,20,420,2294)
list-item: 1) Συνεργεῖο Κέντρου Πόλεως — Περιοχή μεταξύ τῶν ὁδῶν: Ἐγνατίας – Λεωφ. Νίκης – Βενιζέλου – Ἀριστοτέλους. Ὑπεύθυνος ἐργοδηγός τηλ.: 209-489. xyxy=(678,747,1037,782)
article-paragraph: Θέλετε νά μάθετε ὅτι θά σᾶς συμβεῖ στόν ἔρωτα, στήν ὑγεία, στήν ἐργασία καί στά οἰκογενειακά σας; Ἐπισκεφθεῖτε τή διάσημη μέντιουμ Ἀφροδίτη πού θά σᾶς λύσει κάθε πρόβλημα. Δέχεται καθημερινῶς 9 π.μ. - 9 μ.μ. xyxy=(424,1273,658,1331)
article-paragraph: «Τό δημοτικό συμβούλιο Θεσσαλονίκης στή συνεδρίαση τῆς 2 Φεβρουαρίου 1979, ἐκφράζει τήν ἀλληλεγγύη του πρός τούς πολιτικούς πρόσφυγες πού ζητοῦν τόν ἐπαναπατρισμό τους καί ζητεῖ ἀπό τήν κυβέρνηση νά λύσει τό πρόβλημα». xyxy=(1337,481,1591,539)
ad-title: Ἀποκριές στή ΒΟΥΛΓΑΡΙΑ xyxy=(83,1395,371,1420)
column-2 xyxy=(424,20,658,1335)
ad-subtitle: ΑΡΙΩΝ xyxy=(191,1229,263,1254)
signature-name: Α. ΤΣΙΚΟΣ xyxy=(1165,535,1219,546)
ad-line: Ἀναχωρήσεις: Σάββατο — Κυριακή Πληροφορίες: xyxy=(1067,984,1317,996)
signature-role: Ὁ Πληρεξούσιος Δικηγόρος xyxy=(478,871,604,882)
table-row: 2—7/3 ΣΟΦΙΑ — ΦΙΛΙΠΠΟΥΠΟΛΙΣ — ΒΟΥΚΟΥΡΕΣΤΙ » 6.600 xyxy=(61,1319,402,1331)
ad-title: ΖΗΤΕΙ ΟΔΗΓΟΝ xyxy=(151,1050,303,1072)
article-paragraph: «Τό δημοτικό συμβούλιο Θεσσαλονίκης ἐξέφρασε τή βαθύτερη ὀδύνη του γιά τόν ἄδικο θάνατο τοῦ φοιτητῆ καί καταδικάζει τή δολοφονία πού ἔγινε σάν πρόκληση καί προσπάθεια ἀνωμαλίας». xyxy=(668,262,1047,298)
headline-flower-businesses: ΧΡΗΜΑΤΟΔΟΤΟΥΝΤΑΙ ΟΙ ΑΝΘΟΚΟΜΙΚΕΣ ΕΠΙΧΕΙΡΗΣΕΙΣ ΓΙΑ ΝΑ ΑΠΟΚΤΗΣΟΥΝ ΤΕΧΝΟΛΟΓΙΚΟ ΕΞΟΠΛΙΣΜΟ ΚΑΙ ΝΑ ΓΙΝΟΥΝ ΑΥΤΟΔΥΝΑΜΕΣ ΚΑΙ ΑΝΤΑΓΩΝΙΣΤΙΚΕΣ xyxy=(49,406,405,465)
article-paragraph: Ὁ Τεχνικό Ἐπιμελητήριο Ἑλλάδος, ὅπως καί ἄλλες ὀργανώσεις, πιστεύουν ὅτι τό νομοσχέδιο δέν ἔχει μελετηθεῖ ἐπαρκῶς καί θά δημιουργήσει προβλήματα στήν ἀγορά κατοικίας. xyxy=(1337,152,1591,198)
ad-phone: 220-316 xyxy=(1157,996,1227,1015)
table-row: 3—5/3 ΣΟΦΙΑ Δρχ. 2.200 xyxy=(161,1253,402,1265)
article-paragraph: Ἐξ ἄλλου οἱ ἑλληνικές χαλυβουργίες θά μποροῦν νά προμηθεύονται μέ εὐνοϊκούς ὅρους τίς πρῶτες ὕλες καί νά αὐξήσουν τήν παραγωγή τους. xyxy=(668,176,1047,199)
article-paragraph: «Ἡ ἵδρυση τῶν καταστημάτων τροφίμων ὅπως καί κάθε ἐπιχειρήσεως μονάδος, εἶναι ἐλεύθερη, ὅπως ἀναφέρει καί τό σύνταγμα. Ἐπομένως δέν μπορεῖ νά τεθεῖ κανείς περιορισμός περιοριστικός σχετικά μέ τή λειτουργία τῶν καταστημάτων. Ἐπειδή τό λιανικό ἐμπόριο τροφίμων ἔχει ἄμεση σχέση μέ τήν ὑγεία καί προστασία τοῦ καταναλωτικοῦ κοινοῦ, πιστεύουμε ὅτι πρέπει νά ἰσχύσουν οἱ ἀκόλουθοι ποιοτικοί περιορισμοί σχετικά μέ τά ἄτομα πού ἱδρύουν ἤ διευθύνουν καταστήματα τροφίμων: xyxy=(40,220,414,301)
newspaper-page xyxy=(40,20,1591,2294)
